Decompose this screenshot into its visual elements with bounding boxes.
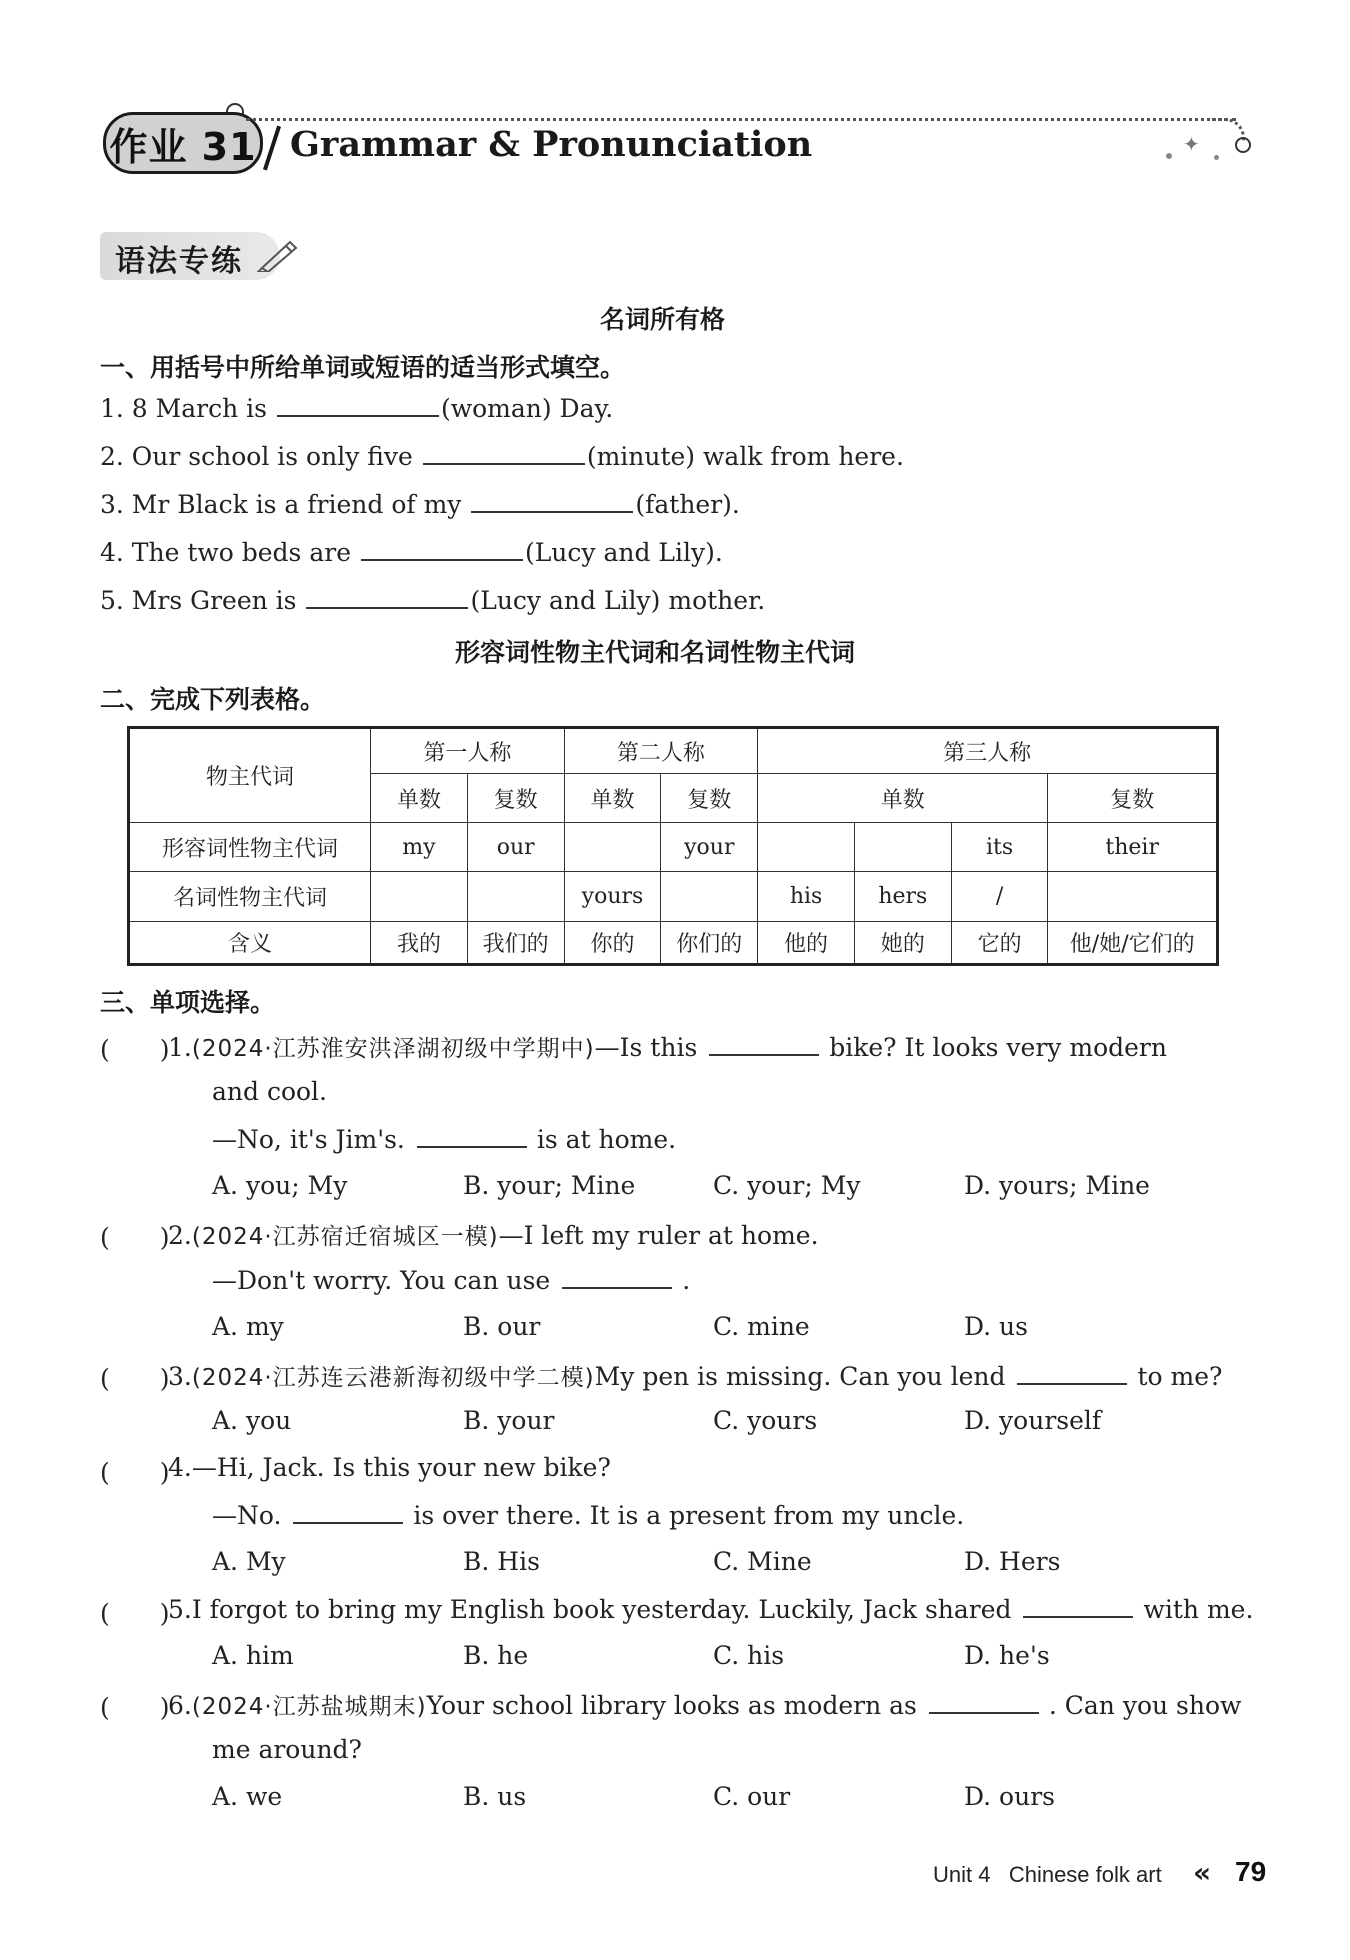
row-label: 含义 <box>129 921 371 964</box>
part2-heading: 二、完成下列表格。 <box>100 685 326 714</box>
answer-bracket[interactable]: ( ) <box>100 1599 170 1628</box>
question-2: 2.(2024·江苏宿迁宿城区一模)—I left my ruler at home. <box>168 1221 819 1250</box>
option-b[interactable]: B. your <box>463 1406 555 1435</box>
option-d[interactable]: D. us <box>964 1312 1028 1341</box>
end-ring-decoration <box>1235 137 1251 153</box>
option-d[interactable]: D. yours; Mine <box>964 1171 1150 1200</box>
question-source: (2024·江苏淮安洪泽湖初级中学期中) <box>191 1036 595 1062</box>
table-cell: his <box>758 872 855 921</box>
option-d[interactable]: D. he's <box>964 1641 1050 1670</box>
option-c[interactable]: C. yours <box>713 1406 818 1435</box>
question-continuation: —Don't worry. You can use . <box>212 1266 691 1295</box>
pronoun-table <box>127 726 1219 966</box>
option-b[interactable]: B. your; Mine <box>463 1171 636 1200</box>
option-c[interactable]: C. his <box>713 1641 785 1670</box>
option-b[interactable]: B. he <box>463 1641 529 1670</box>
question-continuation: —No, it's Jim's. is at home. <box>212 1125 677 1154</box>
option-a[interactable]: A. him <box>212 1641 294 1670</box>
question-1: 1.(2024·江苏淮安洪泽湖初级中学期中)—Is this bike? It looks very modern <box>168 1033 1167 1062</box>
lesson-title: Grammar & Pronunciation <box>290 124 813 165</box>
option-a[interactable]: A. you; My <box>212 1171 348 1200</box>
table-header-plural: 复数 <box>661 774 758 822</box>
table-cell: 它的 <box>951 921 1048 964</box>
option-b[interactable]: B. our <box>463 1312 541 1341</box>
table-cell: 你的 <box>564 921 661 964</box>
answer-blank[interactable] <box>471 489 633 513</box>
question-source: (2024·江苏连云港新海初级中学二模) <box>191 1365 595 1391</box>
table-cell: its <box>951 822 1048 871</box>
fill-item: 2. Our school is only five (minute) walk from here. <box>100 442 904 471</box>
table-cell-blank[interactable] <box>1048 872 1218 921</box>
table-header-third-person: 第三人称 <box>758 728 1218 774</box>
answer-blank[interactable] <box>417 1124 527 1148</box>
table-cell: 她的 <box>854 921 951 964</box>
table-header-singular: 单数 <box>758 774 1048 822</box>
table-cell: 我的 <box>371 921 468 964</box>
answer-bracket[interactable]: ( ) <box>100 1458 170 1487</box>
table-header-singular: 单数 <box>371 774 468 822</box>
answer-blank[interactable] <box>929 1690 1039 1714</box>
question-source: (2024·江苏盐城期末) <box>191 1694 427 1720</box>
row-label: 形容词性物主代词 <box>129 822 371 871</box>
table-cell: your <box>661 822 758 871</box>
pencil-icon <box>256 238 300 272</box>
option-c[interactable]: C. our <box>713 1782 791 1811</box>
part3-heading: 三、单项选择。 <box>100 988 276 1017</box>
table-cell-blank[interactable] <box>661 872 758 921</box>
answer-blank[interactable] <box>293 1500 403 1524</box>
table-cell: yours <box>564 872 661 921</box>
dot-decoration <box>1214 155 1219 160</box>
table-corner-cell: 物主代词 <box>129 728 371 823</box>
table-row <box>129 822 1218 871</box>
question-source: (2024·江苏宿迁宿城区一模) <box>191 1224 499 1250</box>
table-cell: 你们的 <box>661 921 758 964</box>
table-header-second-person: 第二人称 <box>564 728 758 774</box>
answer-bracket[interactable]: ( ) <box>100 1223 170 1252</box>
footer-unit-label: Unit 4 Chinese folk art <box>933 1862 1162 1887</box>
fill-item: 4. The two beds are (Lucy and Lily). <box>100 538 723 567</box>
question-6: 6.(2024·江苏盐城期末)Your school library looks as modern as . Can you show <box>168 1691 1242 1720</box>
table-header-plural: 复数 <box>1048 774 1218 822</box>
question-5: 5.I forgot to bring my English book yesterday. Luckily, Jack shared with me. <box>168 1595 1254 1624</box>
option-a[interactable]: A. my <box>212 1312 284 1341</box>
table-cell-blank[interactable] <box>564 822 661 871</box>
fill-item: 1. 8 March is (woman) Day. <box>100 394 614 423</box>
answer-blank[interactable] <box>709 1032 819 1056</box>
dot-decoration <box>1166 153 1172 159</box>
table-cell: hers <box>854 872 951 921</box>
page-number: 79 <box>1235 1856 1267 1887</box>
table-cell: 他的 <box>758 921 855 964</box>
answer-blank[interactable] <box>361 537 523 561</box>
homework-badge <box>103 112 263 174</box>
answer-bracket[interactable]: ( ) <box>100 1693 170 1722</box>
table-row <box>129 921 1218 964</box>
fill-item: 5. Mrs Green is (Lucy and Lily) mother. <box>100 586 766 615</box>
option-d[interactable]: D. yourself <box>964 1406 1102 1435</box>
option-b[interactable]: B. us <box>463 1782 527 1811</box>
table-cell: 他/她/它们的 <box>1048 921 1218 964</box>
answer-blank[interactable] <box>1023 1594 1133 1618</box>
answer-blank[interactable] <box>562 1265 672 1289</box>
topic-heading: 名词所有格 <box>600 305 726 334</box>
option-c[interactable]: C. mine <box>713 1312 810 1341</box>
table-cell: 我们的 <box>467 921 564 964</box>
option-d[interactable]: D. ours <box>964 1782 1055 1811</box>
dotted-rule-decoration <box>246 118 1236 121</box>
table-header-singular: 单数 <box>564 774 661 822</box>
table-header-plural: 复数 <box>467 774 564 822</box>
table-cell-blank[interactable] <box>854 822 951 871</box>
table-cell: our <box>467 822 564 871</box>
answer-bracket[interactable]: ( ) <box>100 1035 170 1064</box>
question-4: 4.—Hi, Jack. Is this your new bike? <box>168 1453 611 1482</box>
table-cell: my <box>371 822 468 871</box>
option-a[interactable]: A. My <box>212 1547 286 1576</box>
sparkle-icon: ✦ <box>1183 132 1200 156</box>
answer-blank[interactable] <box>306 585 468 609</box>
table-cell-blank[interactable] <box>467 872 564 921</box>
answer-blank[interactable] <box>423 441 585 465</box>
question-continuation: and cool. <box>212 1077 328 1106</box>
option-b[interactable]: B. His <box>463 1547 540 1576</box>
question-continuation: me around? <box>212 1735 362 1764</box>
option-a[interactable]: A. you <box>212 1406 292 1435</box>
section-tag-label: 语法专练 <box>115 244 243 279</box>
badge-slash-decoration <box>263 126 281 171</box>
option-a[interactable]: A. we <box>212 1782 283 1811</box>
answer-bracket[interactable]: ( ) <box>100 1364 170 1393</box>
double-chevron-left-icon: « <box>1193 1856 1212 1889</box>
table-row <box>129 872 1218 921</box>
fill-item: 3. Mr Black is a friend of my (father). <box>100 490 740 519</box>
option-c[interactable]: C. Mine <box>713 1547 812 1576</box>
row-label: 名词性物主代词 <box>129 872 371 921</box>
answer-blank[interactable] <box>1017 1361 1127 1385</box>
option-c[interactable]: C. your; My <box>713 1171 861 1200</box>
table-cell: / <box>951 872 1048 921</box>
table-cell: their <box>1048 822 1218 871</box>
table-header-first-person: 第一人称 <box>371 728 564 774</box>
table-cell-blank[interactable] <box>371 872 468 921</box>
table-cell-blank[interactable] <box>758 822 855 871</box>
part1-heading: 一、用括号中所给单词或短语的适当形式填空。 <box>100 353 626 382</box>
topic-heading: 形容词性物主代词和名词性物主代词 <box>455 638 856 667</box>
option-d[interactable]: D. Hers <box>964 1547 1061 1576</box>
homework-badge-label: 作业 31 <box>109 124 257 169</box>
question-3: 3.(2024·江苏连云港新海初级中学二模)My pen is missing. Can you lend to me? <box>168 1362 1223 1391</box>
question-continuation: —No. is over there. It is a present from my uncle. <box>212 1501 965 1530</box>
answer-blank[interactable] <box>277 393 439 417</box>
